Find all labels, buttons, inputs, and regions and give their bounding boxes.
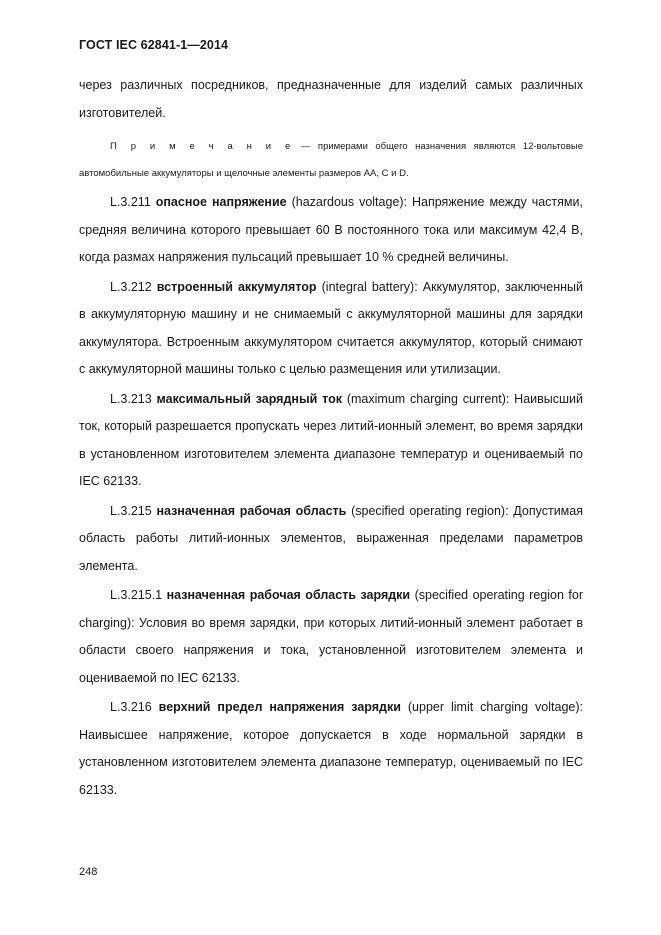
- definition-text: (upper limit charging voltage): Наивысшее напряжение, которое допускается в ходе нормальной зарядки в установленном изготовителем элемента диапазоне температур, оцениваемый по IEC 62133.: [79, 700, 583, 797]
- definition-text: (maximum charging current): Наивысший ток, который разрешается пропускать через литий-ионный элемент, во время зарядки в установленном изготовителем элемента диапазоне температур и оцениваемый по IEC 62133.: [79, 391, 584, 488]
- definition-text: (specified operating region): Допустимая область работы литий-ионных элементов, выраженная пределами параметров элемента.: [79, 503, 583, 573]
- definition-number: L.3.215.1: [110, 588, 167, 602]
- note-text: — примерами общего назначения являются 12-вольтовые автомобильные аккумуляторы и щелочные элементы размеров АА, С и D.: [79, 141, 583, 179]
- definition-number: L.3.215: [110, 503, 157, 518]
- definition-l3-216: [79, 694, 583, 804]
- definition-term: опасное напряжение: [155, 195, 287, 209]
- definition-l3-215: [79, 498, 583, 581]
- document-body: [79, 72, 583, 804]
- definition-l3-213: [79, 386, 583, 496]
- definition-number: L.3.213: [110, 391, 157, 406]
- continuation-paragraph: через различных посредников, предназначенные для изделий самых различных изготовителей.: [79, 78, 583, 120]
- definition-text: (specified operating region for charging): Условия во время зарядки, при которых литий-ионный элемент работает в области своего напряжения и тока, установленной изготовителем элемента и оцениваемой по IEC 62133.: [79, 588, 583, 685]
- definition-number: L.3.211: [110, 195, 156, 209]
- note-label: П р и м е ч а н и е: [110, 141, 294, 152]
- definition-number: L.3.212: [110, 279, 157, 294]
- document-header: ГОСТ IEC 62841-1—2014: [79, 38, 229, 52]
- definition-number: L.3.216: [110, 700, 159, 714]
- definition-l3-215-1: [79, 582, 583, 692]
- definition-l3-212: [79, 274, 583, 384]
- note-paragraph: [79, 133, 583, 187]
- page-number: 248: [79, 866, 98, 878]
- definition-term: максимальный зарядный ток: [156, 391, 343, 406]
- definition-l3-211: [79, 189, 583, 272]
- definition-text: (hazardous voltage): Напряжение между частями, средняя величина которого превышает 60 В постоянного тока или максимум 42,4 В, когда размах напряжения пульсаций превышает 10 % средней величины.: [79, 195, 583, 264]
- definition-term: верхний предел напряжения зарядки: [158, 700, 401, 714]
- definition-text: (integral battery): Аккумулятор, заключенный в аккумуляторную машину и не снимаемый с аккумуляторной машины для зарядки аккумулятора. Встроенным аккумулятором считается аккумулятор, который снимают с аккумуляторной машины только с целью размещения или утилизации.: [79, 279, 583, 376]
- definition-term: встроенный аккумулятор: [156, 279, 317, 294]
- definition-term: назначенная рабочая область: [156, 503, 347, 518]
- definition-term: назначенная рабочая область зарядки: [166, 588, 411, 602]
